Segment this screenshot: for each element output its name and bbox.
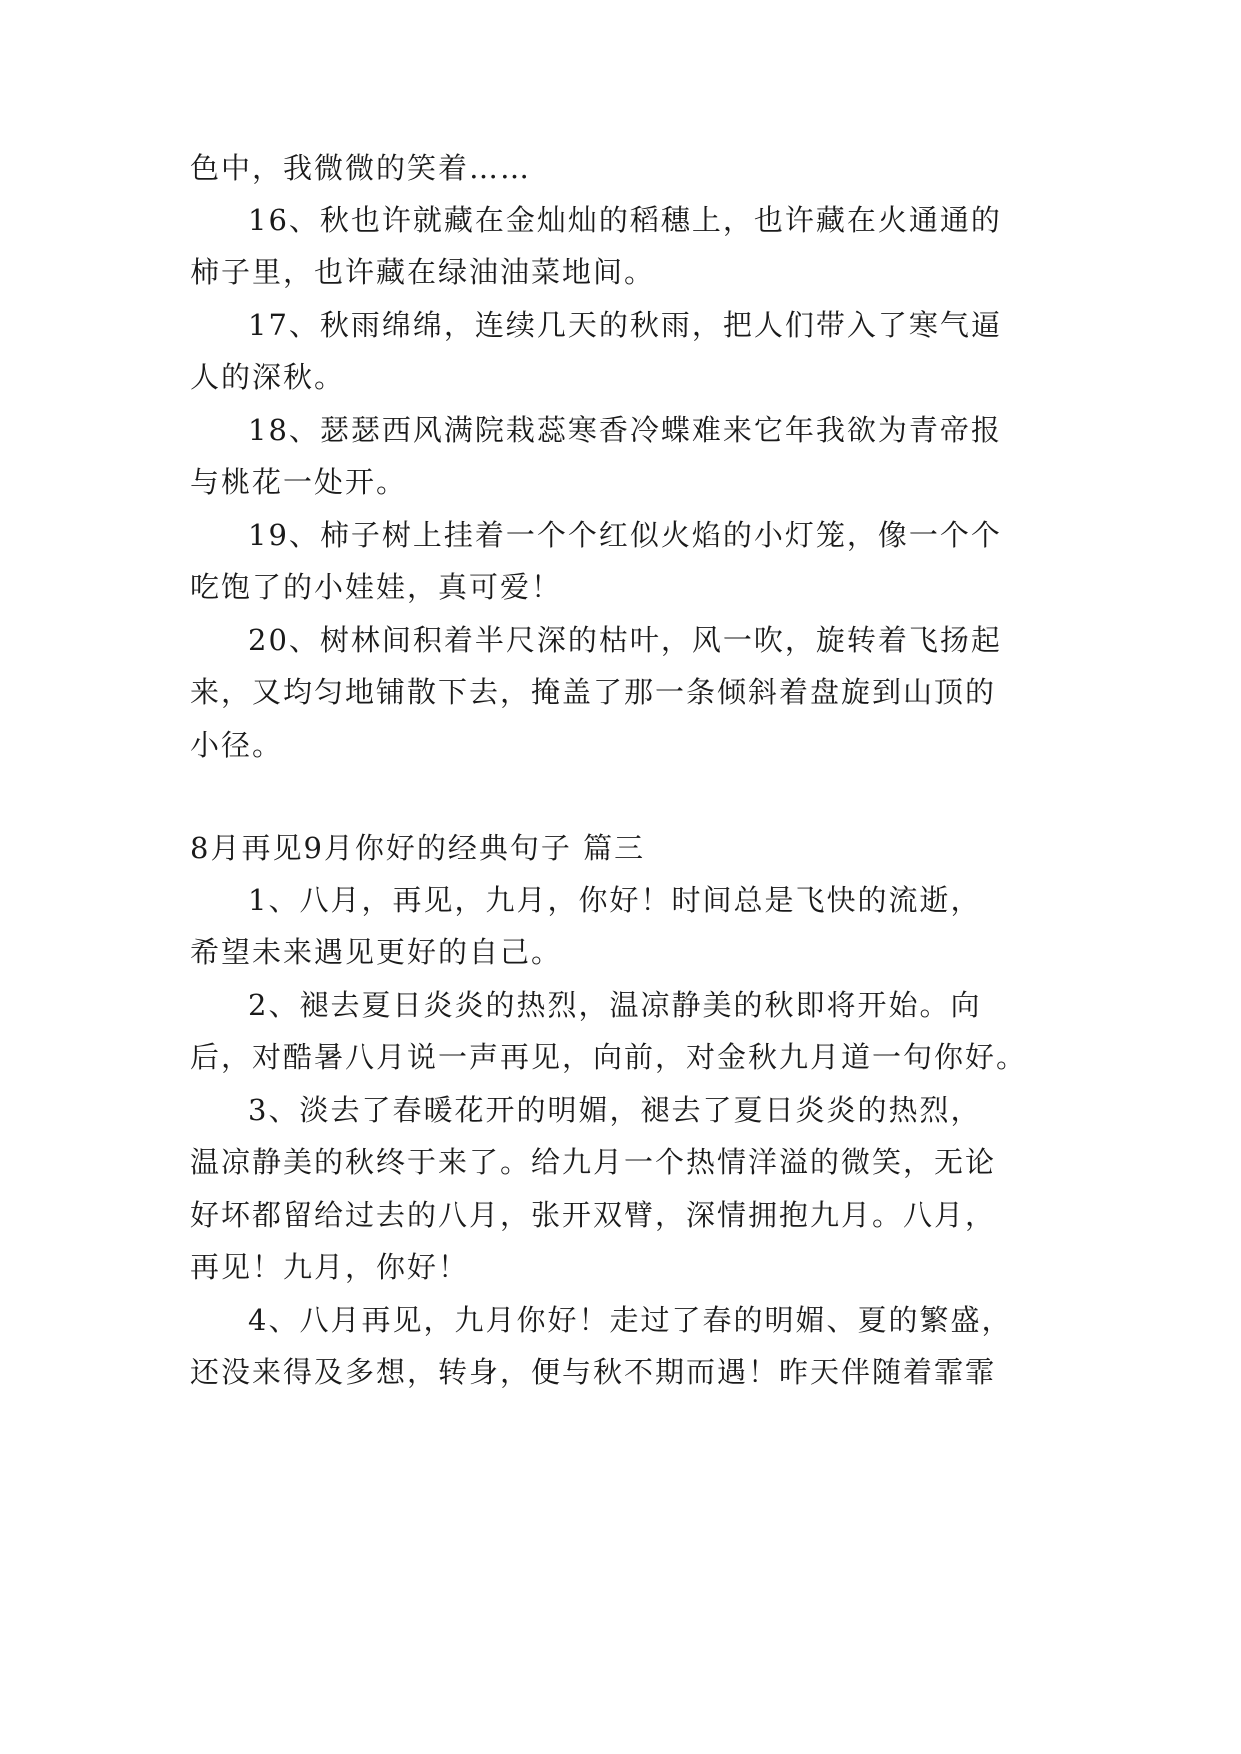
text-line: 还没来得及多想，转身，便与秋不期而遇！昨天伴随着霏霏 [190, 1355, 997, 1389]
text-line: 后，对酷暑八月说一声再见，向前，对金秋九月道一句你好。 [190, 1040, 1028, 1074]
text-line: 再见！九月，你好！ [190, 1250, 470, 1284]
text-line: 希望未来遇见更好的自己。 [190, 935, 563, 969]
text-line: 3、淡去了春暖花开的明媚，褪去了夏日炎炎的热烈， [248, 1093, 982, 1127]
text-line: 18、瑟瑟西风满院栽蕊寒香冷蝶难来它年我欲为青帝报 [248, 413, 1002, 447]
text-line: 16、秋也许就藏在金灿灿的稻穗上，也许藏在火通通的 [248, 203, 1002, 237]
text-line: 17、秋雨绵绵，连续几天的秋雨，把人们带入了寒气逼 [248, 308, 1002, 342]
text-line: 人的深秋。 [190, 360, 346, 394]
text-line: 柿子里，也许藏在绿油油菜地间。 [190, 255, 656, 289]
text-line: 4、八月再见，九月你好！走过了春的明媚、夏的繁盛， [248, 1303, 1013, 1337]
section-heading: 8月再见9月你好的经典句子 篇三 [190, 831, 646, 865]
text-line: 吃饱了的小娃娃，真可爱！ [190, 570, 563, 604]
text-line: 2、褪去夏日炎炎的热烈，温凉静美的秋即将开始。向 [248, 988, 982, 1022]
text-line: 色中，我微微的笑着…… [190, 151, 532, 185]
text-line: 好坏都留给过去的八月，张开双臂，深情拥抱九月。八月， [190, 1198, 997, 1232]
text-line: 与桃花一处开。 [190, 465, 408, 499]
text-line: 温凉静美的秋终于来了。给九月一个热情洋溢的微笑，无论 [190, 1145, 997, 1179]
text-line: 1、八月，再见，九月，你好！时间总是飞快的流逝， [248, 883, 982, 917]
text-line: 19、柿子树上挂着一个个红似火焰的小灯笼，像一个个 [248, 518, 1002, 552]
text-line: 来，又均匀地铺散下去，掩盖了那一条倾斜着盘旋到山顶的 [190, 675, 997, 709]
text-line: 小径。 [190, 728, 284, 762]
text-line: 20、树林间积着半尺深的枯叶，风一吹，旋转着飞扬起 [248, 623, 1002, 657]
